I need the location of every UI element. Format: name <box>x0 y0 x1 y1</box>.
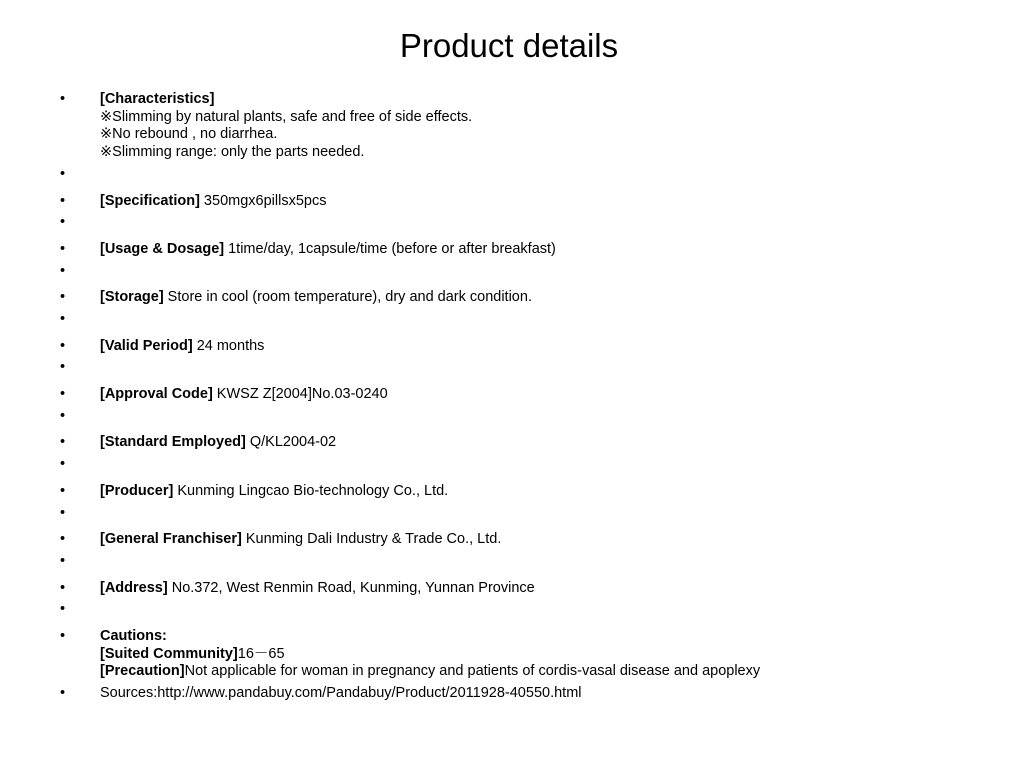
slide-title: Product details <box>399 27 619 64</box>
bullet: • <box>60 504 66 521</box>
empty-bullet <box>60 263 960 281</box>
approval-code-label: [Approval Code] <box>100 386 213 403</box>
list-item-general-franchiser <box>60 531 960 549</box>
bullet: • <box>60 240 66 257</box>
bullet: • <box>60 337 66 354</box>
bullet: • <box>60 214 66 231</box>
storage-label: [Storage] <box>100 289 164 306</box>
bullet: • <box>60 407 66 424</box>
bullet: • <box>60 262 66 279</box>
bullet: • <box>60 192 66 209</box>
precaution-value: Not applicable for woman in pregnancy and patients of cordis-vasal disease and apoplexy <box>184 663 761 680</box>
empty-bullet <box>60 408 960 426</box>
general-franchiser-label: [General Franchiser] <box>100 531 242 548</box>
characteristics-line: ※Slimming by natural plants, safe and free of side effects. <box>100 108 473 125</box>
bullet: • <box>60 601 66 618</box>
suited-community-value: 16－65 <box>237 645 285 662</box>
precaution-label: [Precaution] <box>100 663 185 680</box>
specification-value: 350mgx6pillsx5pcs <box>199 192 327 209</box>
bullet: • <box>60 359 66 376</box>
list-item-producer <box>60 483 960 501</box>
producer-value: Kunming Lingcao Bio-technology Co., Ltd. <box>173 482 449 499</box>
empty-bullet <box>60 456 960 474</box>
bullet: • <box>60 552 66 569</box>
list-item-valid-period <box>60 338 960 356</box>
suited-community-label: [Suited Community] <box>100 645 238 662</box>
characteristics-line: ※No rebound , no diarrhea. <box>100 126 278 143</box>
standard-employed-label: [Standard Employed] <box>100 434 246 451</box>
list-item-cautions <box>60 628 960 681</box>
bullet: • <box>60 531 66 548</box>
list-item-storage <box>60 289 960 307</box>
bullet: • <box>60 91 66 107</box>
bullet: • <box>60 685 66 702</box>
list-item-specification <box>60 193 960 211</box>
bullet-list <box>60 91 960 703</box>
empty-bullet <box>60 166 960 184</box>
storage-value: Store in cool (room temperature), dry and dark condition. <box>163 289 532 306</box>
bullet: • <box>60 579 66 596</box>
usage-label: [Usage & Dosage] <box>100 240 225 257</box>
list-item-sources <box>60 685 960 703</box>
bullet: • <box>60 310 66 327</box>
bullet: • <box>60 434 66 451</box>
cautions-label: Cautions: <box>100 628 167 645</box>
empty-bullet <box>60 311 960 329</box>
valid-period-label: [Valid Period] <box>100 337 193 354</box>
list-item-characteristics <box>60 91 960 162</box>
address-label: [Address] <box>100 579 168 596</box>
empty-bullet <box>60 601 960 619</box>
address-value: No.372, West Renmin Road, Kunming, Yunnan Province <box>167 579 535 596</box>
characteristics-line: ※Slimming range: only the parts needed. <box>100 144 365 161</box>
specification-label: [Specification] <box>100 192 200 209</box>
producer-label: [Producer] <box>100 482 174 499</box>
bullet: • <box>60 386 66 403</box>
list-item-standard-employed <box>60 434 960 452</box>
characteristics-label: [Characteristics] <box>100 91 215 107</box>
bullet: • <box>60 628 66 645</box>
standard-employed-value: Q/KL2004-02 <box>245 434 337 451</box>
list-item-address <box>60 580 960 598</box>
approval-code-value: KWSZ Z[2004]No.03-0240 <box>212 386 388 403</box>
list-item-approval-code <box>60 386 960 404</box>
bullet: • <box>60 482 66 499</box>
valid-period-value: 24 months <box>192 337 265 354</box>
bullet: • <box>60 165 66 182</box>
sources-text: Sources:http://www.pandabuy.com/Pandabuy/Product/2011928-40550.html <box>100 685 582 702</box>
empty-bullet <box>60 359 960 377</box>
empty-bullet <box>60 553 960 571</box>
list-item-usage <box>60 241 960 259</box>
usage-value: 1time/day, 1capsule/time (before or after breakfast) <box>224 240 556 257</box>
general-franchiser-value: Kunming Dali Industry & Trade Co., Ltd. <box>241 531 502 548</box>
empty-bullet <box>60 214 960 232</box>
bullet: • <box>60 456 66 473</box>
bullet: • <box>60 289 66 306</box>
empty-bullet <box>60 505 960 523</box>
